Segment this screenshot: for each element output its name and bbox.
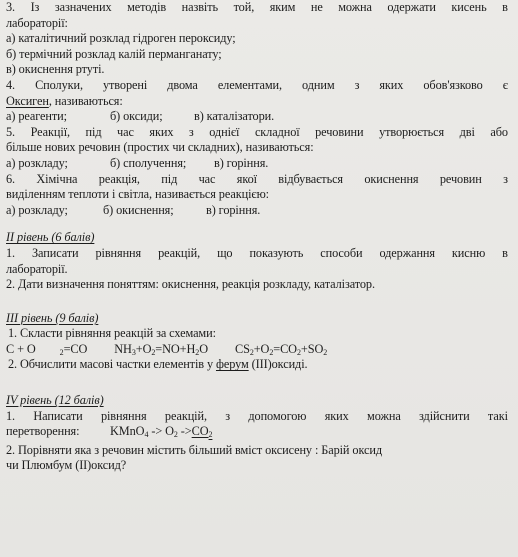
word: з xyxy=(503,171,508,186)
q6-option-b: б) окиснення; xyxy=(103,202,174,217)
section2-heading: ІІ рівень (6 балів) xyxy=(6,230,95,245)
word: утворюється xyxy=(379,124,445,139)
q4-line1 xyxy=(6,78,508,94)
q5-line2: більше нових речовин (простих чи складних), називаються: xyxy=(6,140,314,155)
q6-line2: виділенням теплоти і світла, називається реакцією: xyxy=(6,187,269,202)
equation-2: $NH_3+O_2=NO+H_2O$ xyxy=(114,341,208,357)
equation-3: $CS_2+O_2=CO_2+SO_2$ xyxy=(234,341,328,357)
s4-q1-line2: перетворення: KMnO$_4$ -> $O_2$ $->CO_2$ xyxy=(6,424,213,440)
s2-q1-line1 xyxy=(6,246,508,262)
word: методів xyxy=(127,0,167,14)
word: двома xyxy=(167,77,198,92)
word: здійснити xyxy=(419,408,470,423)
word: Хімічна xyxy=(36,171,78,186)
word: однієї xyxy=(209,124,240,139)
q4-option-c: в) каталізатори. xyxy=(194,109,275,124)
q3-line1 xyxy=(6,0,508,16)
q4-underlined-term: Оксиген xyxy=(6,93,49,108)
word: назвіть xyxy=(181,0,219,14)
section4-heading: IV рівень (12 балів) xyxy=(6,393,104,408)
word: кисню xyxy=(451,245,486,260)
word: в xyxy=(502,0,508,14)
word: реакцій, xyxy=(158,245,201,260)
word: з xyxy=(188,124,194,139)
s4-q2-line2: чи Плюмбум (ІІ)оксид? xyxy=(6,458,127,473)
word: 1. xyxy=(6,408,16,423)
word: 3. xyxy=(6,0,16,14)
word: час xyxy=(117,124,134,139)
word: 1. xyxy=(6,245,16,260)
word: одержати xyxy=(387,0,436,14)
q6-options xyxy=(6,203,508,219)
q4-option-b: б) оксиди; xyxy=(110,109,163,124)
word: речовин xyxy=(439,171,482,186)
q5-option-c: в) горіння. xyxy=(214,155,269,170)
q5-option-a: а) розкладу; xyxy=(6,155,68,170)
word: з xyxy=(225,408,231,423)
word: Записати xyxy=(31,245,79,260)
word: елементами, xyxy=(217,77,283,92)
transformation-chain: KMnO$_4$ -> $O_2$ $->CO_2$ xyxy=(110,424,213,440)
word: 4. xyxy=(6,77,16,92)
q4-options xyxy=(6,109,508,125)
word: рівняння xyxy=(95,245,142,260)
word: Із xyxy=(30,0,40,14)
word: реакцій, xyxy=(164,408,207,423)
section3-heading: ІІІ рівень (9 балів) xyxy=(6,310,99,325)
s3-q2: 2. Обчислити масові частки елементів у ферум (ІІІ)оксиді. xyxy=(8,357,308,372)
word: дві xyxy=(459,124,475,139)
q3-option-a: а) каталітичний розклад гідроген пероксиду; xyxy=(6,31,236,46)
equation-1: C + O $_2$=CO xyxy=(6,341,88,357)
word: в xyxy=(502,245,508,260)
spacer xyxy=(6,373,508,393)
word: яких xyxy=(324,408,349,423)
word: під xyxy=(161,171,178,186)
q3-option-c: в) окиснення ртуті. xyxy=(6,62,105,77)
word: можна xyxy=(367,408,401,423)
q6-option-a: а) розкладу; xyxy=(6,202,68,217)
word: Сполуки, xyxy=(35,77,83,92)
word: той, xyxy=(233,0,255,14)
word: одержання xyxy=(379,245,435,260)
spacer xyxy=(6,293,508,311)
word: під xyxy=(85,124,102,139)
word: одним xyxy=(302,77,335,92)
s3-equations xyxy=(6,342,508,358)
word: або xyxy=(490,124,508,139)
word: відбувається xyxy=(278,171,343,186)
word: яких xyxy=(379,77,404,92)
word: час xyxy=(198,171,216,186)
q5-options xyxy=(6,156,508,172)
word: є xyxy=(502,77,508,92)
word: якої xyxy=(236,171,257,186)
q4-option-a: а) реагенти; xyxy=(6,109,67,124)
q3-line2: лабораторії: xyxy=(6,15,68,30)
q6-line1 xyxy=(6,172,508,188)
q5-line1 xyxy=(6,125,508,141)
s2-q2: 2. Дати визначення поняттям: окиснення, реакція розкладу, каталізатор. xyxy=(6,277,375,292)
word: допомогою xyxy=(248,408,307,423)
s3-q2-underlined: ферум xyxy=(215,357,249,372)
word: способи xyxy=(320,245,363,260)
word: яким xyxy=(269,0,296,14)
word: кисень xyxy=(451,0,487,14)
q4-line2 xyxy=(6,94,508,110)
word: утворені xyxy=(102,77,148,92)
s4-q2-line1: 2. Порівняти яка з речовин містить більший вміст оксисену : Барій оксид xyxy=(6,442,383,457)
word: речовини xyxy=(315,124,364,139)
s4-q1-line1 xyxy=(6,409,508,425)
word: яких xyxy=(149,124,174,139)
q6-option-c: в) горіння. xyxy=(206,202,261,217)
word: окиснення xyxy=(364,171,419,186)
s2-q1-line2: лабораторії. xyxy=(6,261,68,276)
q4-line2-rest: , називаються: xyxy=(48,93,123,108)
word: з xyxy=(354,77,360,92)
q3-option-b: б) термічний розклад калій перманганату; xyxy=(6,46,222,61)
word: реакція, xyxy=(98,171,140,186)
word: такі xyxy=(487,408,508,423)
q5-option-b: б) сполучення; xyxy=(110,155,187,170)
word: Реакції, xyxy=(30,124,70,139)
spacer xyxy=(6,218,508,230)
word: Написати xyxy=(33,408,83,423)
word: що xyxy=(217,245,233,260)
word: показують xyxy=(249,245,304,260)
word: можна xyxy=(338,0,372,14)
word: 5. xyxy=(6,124,16,139)
word: рівняння xyxy=(100,408,147,423)
word: 6. xyxy=(6,171,16,186)
word: не xyxy=(310,0,323,14)
word: обов'язково xyxy=(423,77,483,92)
word: складної xyxy=(254,124,300,139)
word: зазначених xyxy=(54,0,112,14)
s3-q1: 1. Скласти рівняння реакцій за схемами: xyxy=(8,326,216,341)
